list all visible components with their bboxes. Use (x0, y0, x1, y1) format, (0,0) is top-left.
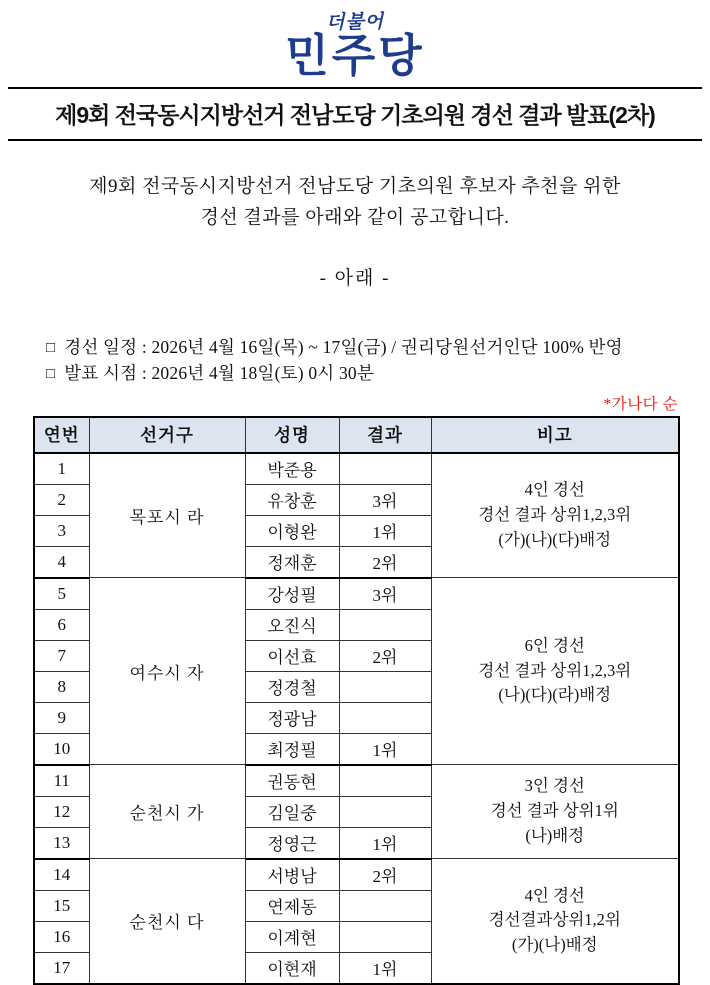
result-cell: 1위 (339, 733, 431, 765)
notice-announce-time (46, 360, 710, 387)
table-row (34, 765, 679, 797)
name-cell: 이계현 (245, 921, 339, 952)
name-cell: 권동현 (245, 765, 339, 797)
remark-line: 경선결과상위1,2위 (488, 910, 621, 930)
col-header-district: 선거구 (89, 417, 245, 453)
district-cell: 순천시 가 (89, 765, 245, 859)
remark-line: 경선 결과 상위1,2,3위 (478, 504, 632, 524)
district-cell: 여수시 자 (89, 578, 245, 765)
result-cell (339, 890, 431, 921)
notice-announce-time-text: 발표 시점 : 2026년 4월 18일(토) 0시 30분 (64, 363, 374, 384)
row-number-cell: 9 (34, 702, 89, 733)
row-number-cell: 6 (34, 609, 89, 640)
result-cell: 3위 (339, 484, 431, 515)
district-cell: 순천시 다 (89, 859, 245, 984)
name-cell: 최정필 (245, 733, 339, 765)
row-number-cell: 14 (34, 859, 89, 891)
result-cell (339, 671, 431, 702)
name-cell: 정경철 (245, 671, 339, 702)
party-logo-slogan: 더불어 (325, 11, 385, 34)
name-cell: 서병남 (245, 859, 339, 891)
intro-paragraph (0, 172, 710, 234)
row-number-cell: 13 (34, 827, 89, 859)
name-cell: 이선효 (245, 640, 339, 671)
row-number-cell: 7 (34, 640, 89, 671)
remark-cell (431, 453, 679, 578)
row-number-cell: 15 (34, 890, 89, 921)
district-cell: 목포시 라 (89, 453, 245, 578)
notice-schedule (46, 334, 710, 361)
results-table (33, 416, 680, 985)
square-bullet-icon: □ (46, 338, 56, 356)
row-number-cell: 3 (34, 515, 89, 546)
remark-line: (가)(나)배정 (511, 935, 598, 955)
sort-order-note: *가나다 순 (603, 395, 678, 413)
name-cell: 박준용 (245, 453, 339, 485)
row-number-cell: 1 (34, 453, 89, 485)
name-cell: 오진식 (245, 609, 339, 640)
table-row (34, 578, 679, 610)
result-cell: 1위 (339, 515, 431, 546)
table-header-row (34, 417, 679, 453)
row-number-cell: 12 (34, 796, 89, 827)
remark-line: 4인 경선 (524, 480, 585, 500)
remark-line: (나)(다)(라)배정 (498, 685, 612, 705)
result-cell (339, 702, 431, 733)
name-cell: 연제동 (245, 890, 339, 921)
result-cell: 1위 (339, 952, 431, 984)
row-number-cell: 5 (34, 578, 89, 610)
name-cell: 정재훈 (245, 546, 339, 578)
col-header-result: 결과 (339, 417, 431, 453)
row-number-cell: 10 (34, 733, 89, 765)
notice-list (46, 334, 710, 387)
page-title: 제9회 전국동시지방선거 전남도당 기초의원 경선 결과 발표(2차) (55, 102, 655, 128)
table-row (34, 859, 679, 891)
party-logo (0, 0, 710, 81)
remark-line: 경선 결과 상위1위 (490, 801, 619, 821)
intro-line-1: 제9회 전국동시지방선거 전남도당 기초의원 후보자 추천을 위한 (89, 176, 621, 197)
remark-cell (431, 765, 679, 859)
result-cell (339, 609, 431, 640)
result-cell (339, 921, 431, 952)
result-cell: 2위 (339, 640, 431, 671)
row-number-cell: 17 (34, 952, 89, 984)
remark-line: 4인 경선 (524, 885, 585, 905)
col-header-remark: 비고 (431, 417, 679, 453)
row-number-cell: 2 (34, 484, 89, 515)
row-number-cell: 16 (34, 921, 89, 952)
remark-line: 6인 경선 (524, 635, 585, 655)
name-cell: 유창훈 (245, 484, 339, 515)
row-number-cell: 11 (34, 765, 89, 797)
result-cell (339, 453, 431, 485)
remark-line: (가)(나)(다)배정 (498, 529, 612, 549)
intro-line-2: 경선 결과를 아래와 같이 공고합니다. (200, 206, 510, 228)
name-cell: 강성필 (245, 578, 339, 610)
notice-schedule-text: 경선 일정 : 2026년 4월 16일(목) ~ 17일(금) / 권리당원선거인단 100% 반영 (64, 336, 623, 357)
below-marker: - 아래 - (319, 267, 391, 289)
result-cell: 3위 (339, 578, 431, 610)
remark-line: (나)배정 (525, 825, 585, 845)
name-cell: 이현재 (245, 952, 339, 984)
remark-cell (431, 859, 679, 984)
result-cell (339, 765, 431, 797)
name-cell: 이형완 (245, 515, 339, 546)
title-bar (8, 87, 702, 141)
result-cell: 2위 (339, 546, 431, 578)
square-bullet-icon: □ (46, 365, 56, 383)
name-cell: 정광남 (245, 702, 339, 733)
result-cell: 2위 (339, 859, 431, 891)
result-cell (339, 796, 431, 827)
table-row (34, 453, 679, 485)
row-number-cell: 8 (34, 671, 89, 702)
row-number-cell: 4 (34, 546, 89, 578)
remark-line: 경선 결과 상위1,2,3위 (478, 660, 632, 680)
party-logo-name: 민주당 (285, 30, 425, 81)
col-header-number: 연번 (34, 417, 89, 453)
remark-line: 3인 경선 (524, 776, 585, 796)
result-cell: 1위 (339, 827, 431, 859)
name-cell: 김일중 (245, 796, 339, 827)
remark-cell (431, 578, 679, 765)
col-header-name: 성명 (245, 417, 339, 453)
name-cell: 정영근 (245, 827, 339, 859)
